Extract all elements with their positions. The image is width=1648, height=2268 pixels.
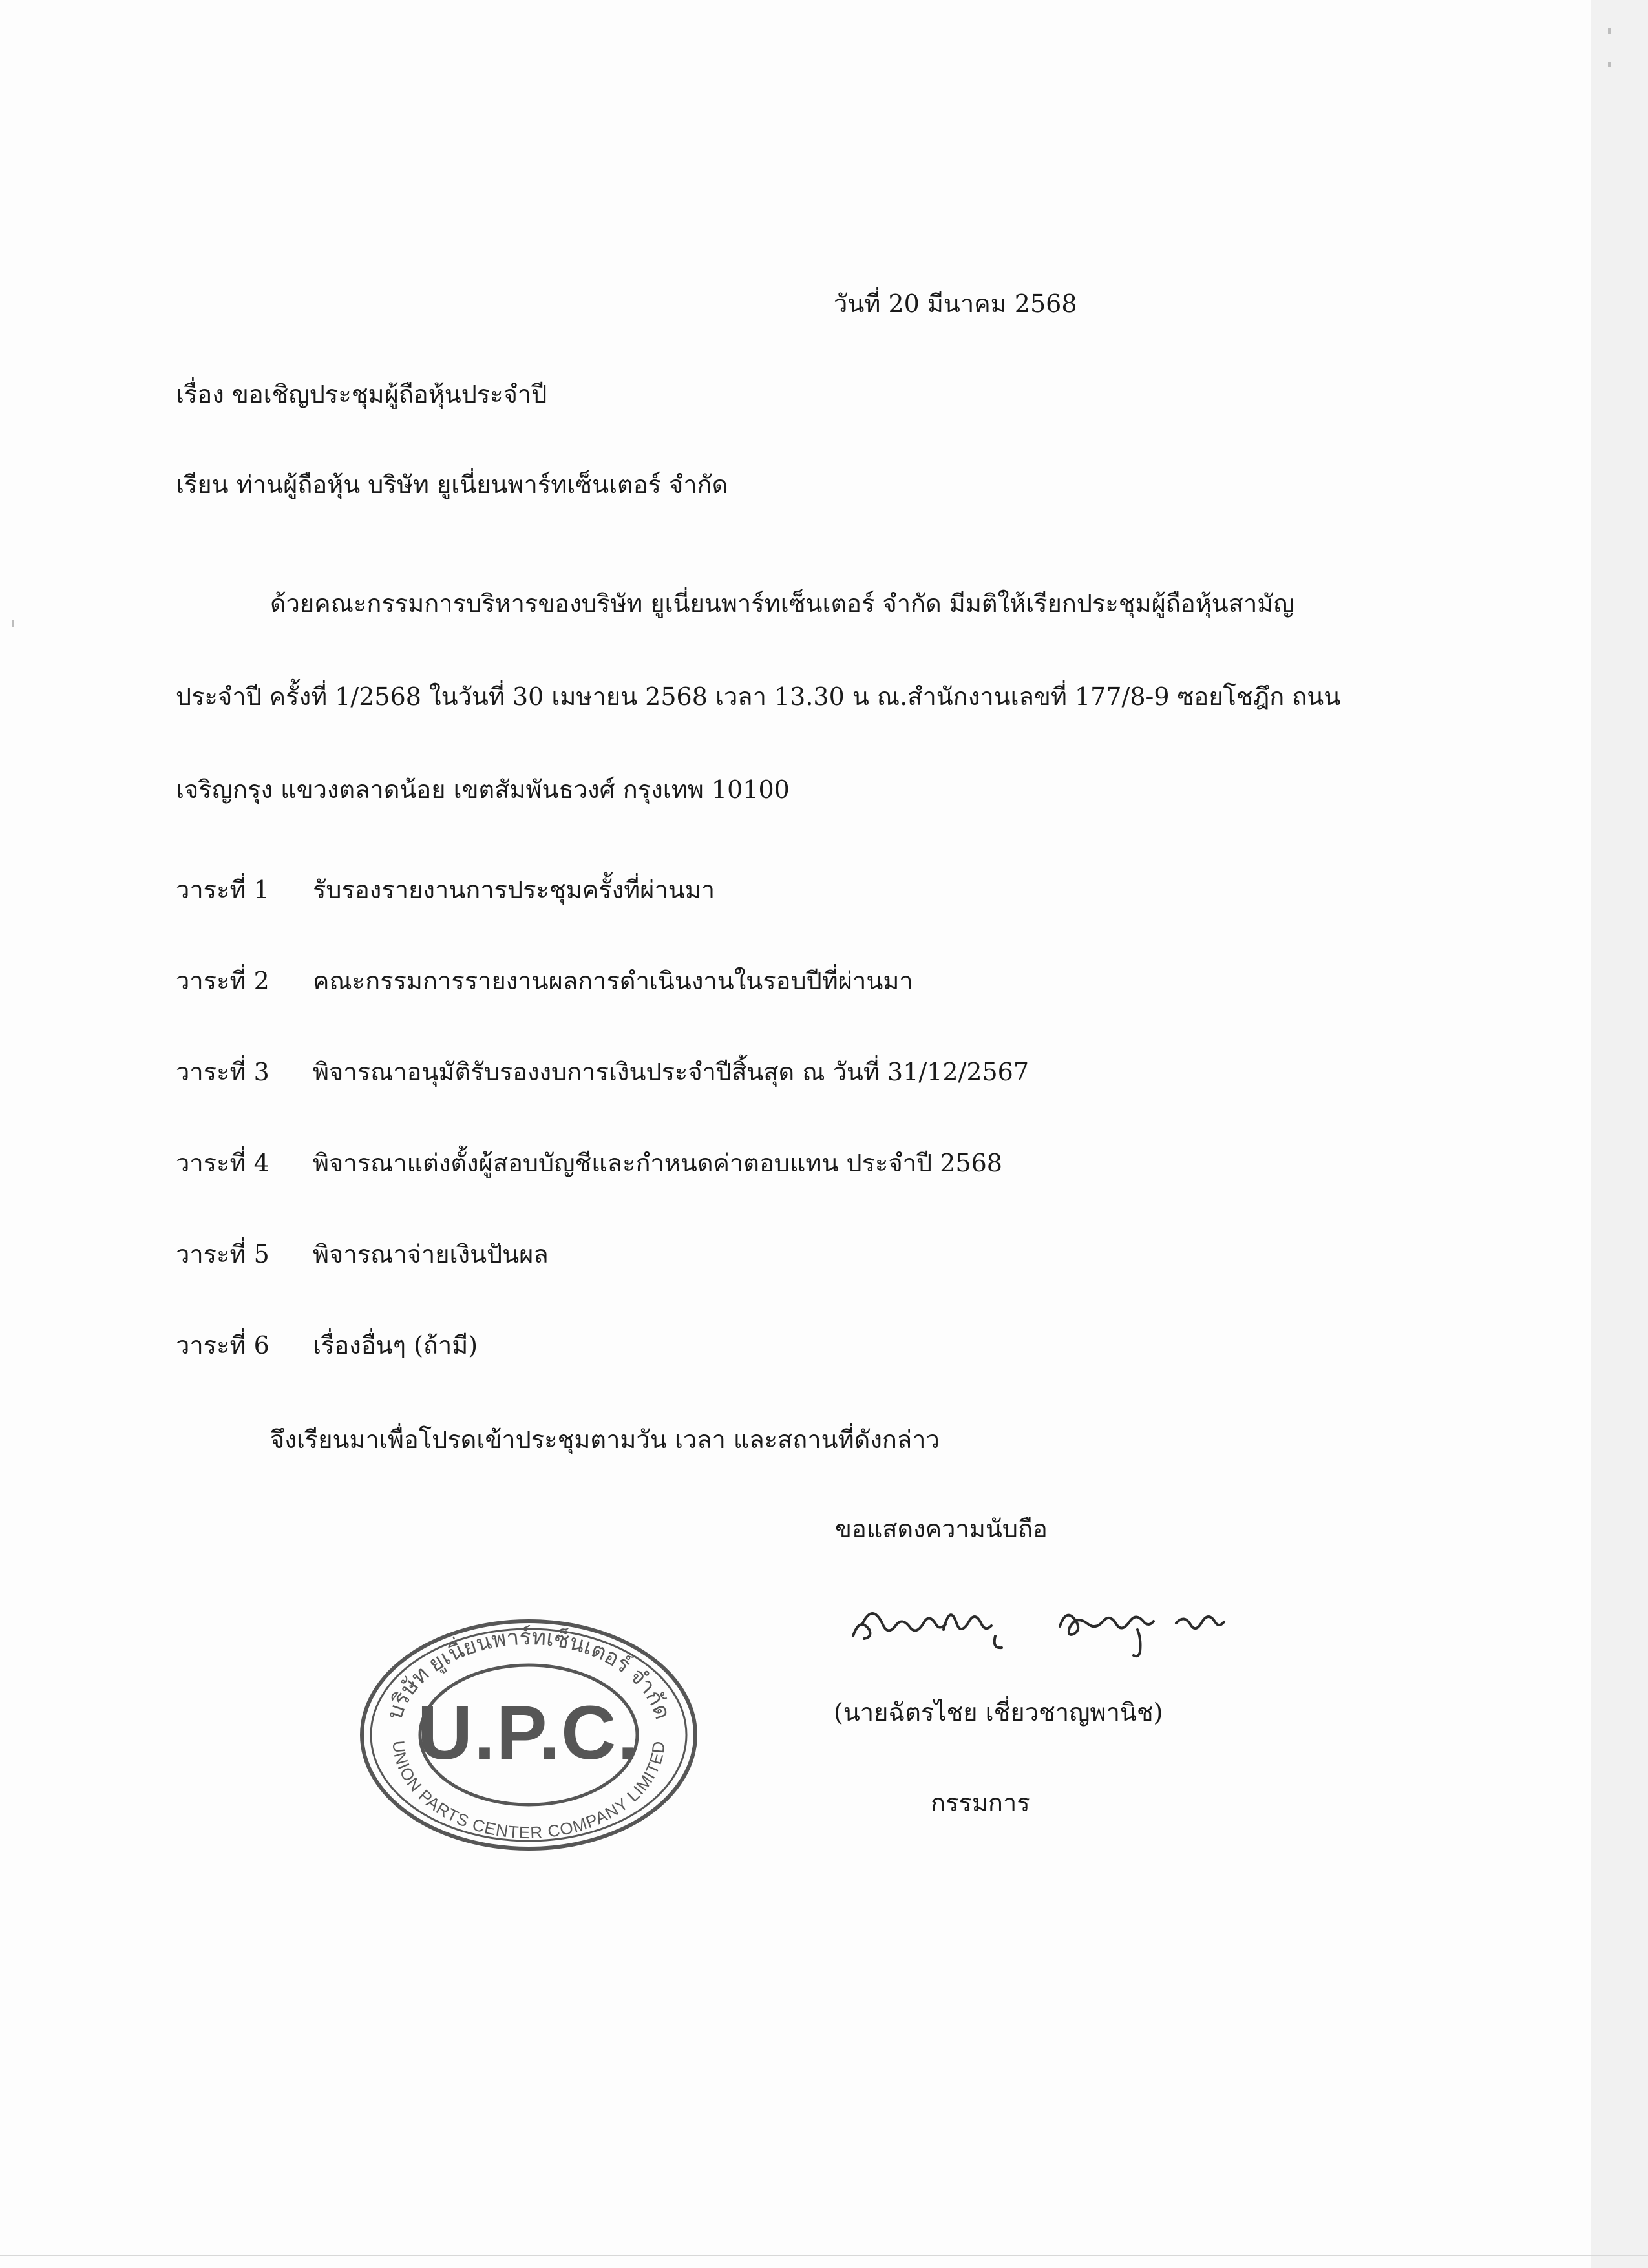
letter-salutation: เรียน ท่านผู้ถือหุ้น บริษัท ยูเนี่ยนพาร์ทเซ็นเตอร์ จำกัด [176,470,728,499]
company-seal [354,1609,703,1854]
scan-speck [12,620,14,627]
agenda-number: วาระที่ 2 [176,967,269,995]
agenda-text: พิจารณาจ่ายเงินปันผล [313,1240,549,1268]
body-line: ประจำปี ครั้งที่ 1/2568 ในวันที่ 30 เมษายน 2568 เวลา 13.30 น ณ.สำนักงานเลขที่ 177/8-9 ซอยโชฎึก ถนน [176,682,1341,711]
agenda-number: วาระที่ 6 [176,1331,269,1360]
closing-line: จึงเรียนมาเพื่อโปรดเข้าประชุมตามวัน เวลา และสถานที่ดังกล่าว [270,1425,940,1454]
scan-edge [1591,0,1648,2268]
agenda-number: วาระที่ 3 [176,1058,269,1086]
agenda-text: พิจารณาอนุมัติรับรองงบการเงินประจำปีสิ้นสุด ณ วันที่ 31/12/2567 [313,1058,1030,1086]
letter-body [176,557,1371,836]
agenda-text: รับรองรายงานการประชุมครั้งที่ผ่านมา [313,876,715,904]
agenda-text: เรื่องอื่นๆ (ถ้ามี) [313,1331,478,1360]
seal-thai-text: บริษัท ยูเนี่ยนพาร์ทเซ็นเตอร์ จำกัด [383,1625,675,1723]
seal-english-text: UNION PARTS CENTER COMPANY LIMITED [388,1739,669,1843]
agenda-text: พิจารณาแต่งตั้งผู้สอบบัญชีและกำหนดค่าตอบแทน ประจำปี 2568 [313,1149,1002,1177]
body-line: ด้วยคณะกรรมการบริหารของบริษัท ยูเนี่ยนพาร์ทเซ็นเตอร์ จำกัด มีมติให้เรียกประชุมผู้ถือหุ้นสามัญ [270,589,1294,618]
agenda-text: คณะกรรมการรายงานผลการดำเนินงานในรอบปีที่ผ่านมา [313,967,913,995]
scan-speck [1608,62,1611,67]
signer-title: กรรมการ [931,1789,1030,1817]
agenda-number: วาระที่ 5 [176,1240,269,1268]
regards-line: ขอแสดงความนับถือ [835,1515,1048,1543]
agenda-number: วาระที่ 1 [176,876,269,904]
scan-speck [1608,28,1611,34]
handwritten-signature [834,1584,1234,1668]
seal-monogram: U.P.C. [417,1690,640,1776]
signer-name: (นายฉัตรไชย เชี่ยวชาญพานิช) [834,1698,1163,1727]
agenda-number: วาระที่ 4 [176,1149,269,1177]
scan-edge-bottom [0,2255,1648,2256]
letter-subject: เรื่อง ขอเชิญประชุมผู้ถือหุ้นประจำปี [176,380,547,408]
body-line: เจริญกรุง แขวงตลาดน้อย เขตสัมพันธวงศ์ กรุงเทพ 10100 [176,775,790,804]
letter-date: วันที่ 20 มีนาคม 2568 [834,289,1077,318]
